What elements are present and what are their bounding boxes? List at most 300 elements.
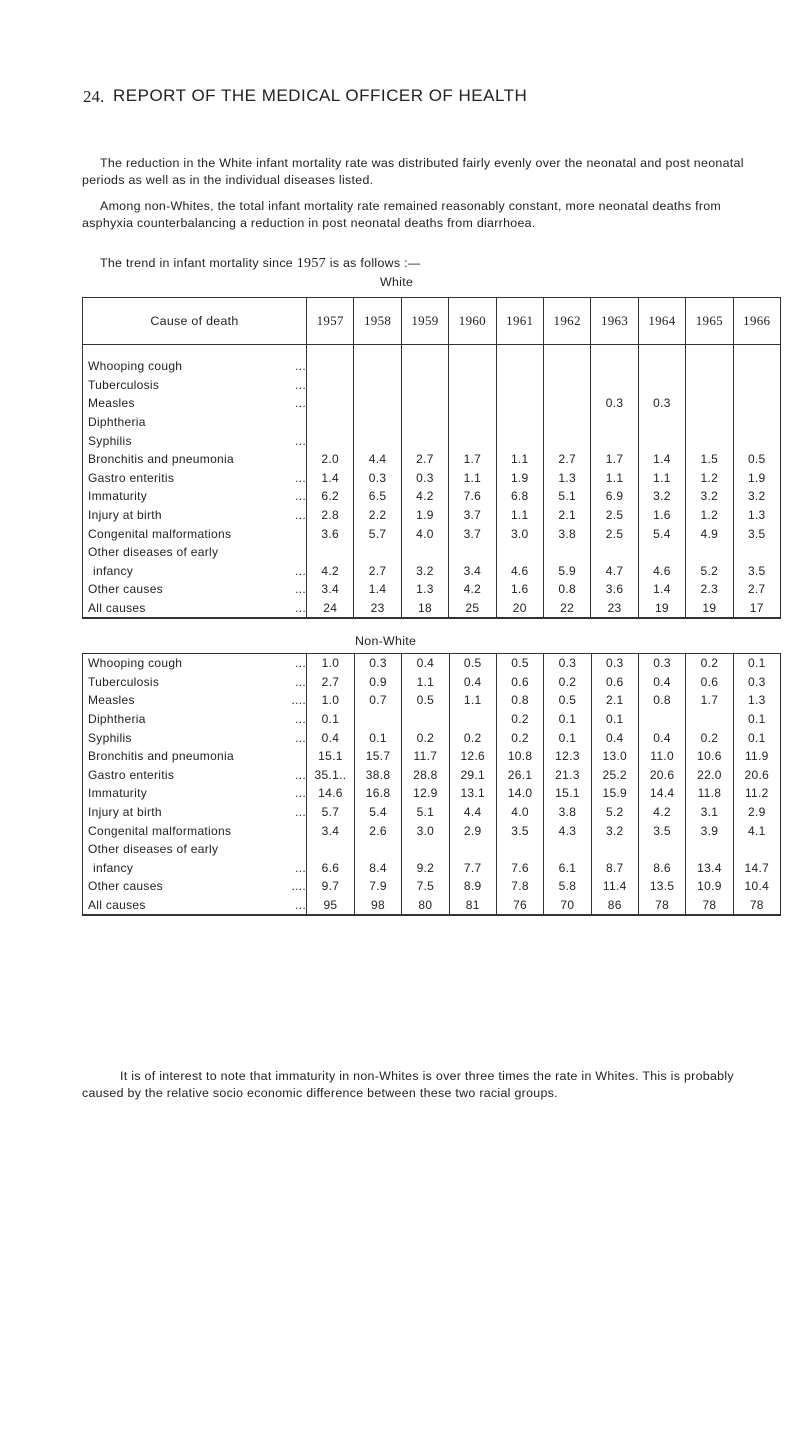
cause-label: Congenital malformations — [88, 823, 232, 838]
value-cell — [401, 376, 448, 395]
value-cell: 1.1 — [591, 469, 638, 488]
value-cell — [686, 710, 733, 729]
cause-label: Tuberculosis — [88, 377, 160, 392]
value-cell: 1.7 — [591, 450, 638, 469]
cause-cell — [83, 859, 307, 878]
value-cell — [401, 357, 448, 376]
value-cell: 0.3 — [638, 394, 685, 413]
value-cell: 0.4 — [591, 728, 638, 747]
value-cell: 6.6 — [307, 859, 355, 878]
value-cell: 0.2 — [449, 728, 496, 747]
cause-cell — [83, 728, 307, 747]
year-header-1958: 1958 — [354, 298, 401, 345]
value-cell — [733, 394, 780, 413]
value-cell: 4.6 — [496, 562, 543, 581]
cause-cell — [83, 599, 307, 619]
value-cell — [496, 376, 543, 395]
table-row — [83, 896, 781, 916]
cause-cell — [83, 469, 307, 488]
value-cell: 13.0 — [591, 747, 638, 766]
value-cell — [401, 431, 448, 450]
value-cell: 2.7 — [401, 450, 448, 469]
value-cell — [638, 431, 685, 450]
value-cell: 25 — [449, 599, 496, 619]
value-cell: 0.4 — [638, 728, 685, 747]
value-cell: 0.5 — [402, 691, 449, 710]
value-cell — [496, 413, 543, 432]
white-mortality-table — [82, 297, 781, 619]
white-header-row — [83, 298, 781, 345]
value-cell: 15.1 — [544, 784, 591, 803]
value-cell: 3.9 — [686, 821, 733, 840]
value-cell: 0.1 — [733, 710, 780, 729]
leader-dots: ... — [295, 396, 306, 411]
cause-label: Other causes — [88, 582, 163, 597]
value-cell — [543, 413, 590, 432]
value-cell: 5.2 — [686, 562, 733, 581]
value-cell — [402, 840, 449, 859]
value-cell: 1.9 — [733, 469, 780, 488]
value-cell: 7.5 — [402, 877, 449, 896]
value-cell: 3.6 — [591, 580, 638, 599]
value-cell — [638, 710, 685, 729]
value-cell: 0.3 — [354, 654, 401, 673]
value-cell: 5.7 — [354, 524, 401, 543]
value-cell: 4.4 — [354, 450, 401, 469]
table-row — [83, 599, 781, 619]
cause-label: Whooping cough — [88, 656, 183, 671]
value-cell: 14.7 — [733, 859, 780, 878]
value-cell: 0.3 — [354, 469, 401, 488]
value-cell — [496, 431, 543, 450]
value-cell: 5.9 — [543, 562, 590, 581]
value-cell — [449, 394, 496, 413]
leader-dots: .... — [291, 879, 306, 894]
value-cell — [591, 357, 638, 376]
value-cell: 86 — [591, 896, 638, 916]
value-cell: 3.5 — [496, 821, 543, 840]
table-row — [83, 543, 781, 562]
cause-label: Syphilis — [88, 433, 132, 448]
value-cell: 0.4 — [307, 728, 355, 747]
cause-label: Diphtheria — [88, 415, 146, 430]
value-cell: 0.8 — [496, 691, 543, 710]
white-table-caption: White — [380, 275, 414, 289]
value-cell — [496, 543, 543, 562]
cause-cell — [83, 710, 307, 729]
value-cell — [544, 840, 591, 859]
value-cell: 3.2 — [401, 562, 448, 581]
value-cell: 2.6 — [354, 821, 401, 840]
value-cell — [686, 357, 733, 376]
value-cell: 95 — [307, 896, 355, 916]
value-cell: 3.5 — [638, 821, 685, 840]
value-cell: 3.2 — [686, 487, 733, 506]
value-cell: 3.6 — [307, 524, 354, 543]
value-cell — [733, 543, 780, 562]
cause-cell — [83, 784, 307, 803]
value-cell: 20.6 — [733, 766, 780, 785]
value-cell: 8.4 — [354, 859, 401, 878]
value-cell: 2.0 — [307, 450, 354, 469]
cause-cell — [83, 562, 307, 581]
table-row — [83, 506, 781, 525]
cause-cell — [83, 840, 307, 859]
value-cell — [496, 394, 543, 413]
value-cell: 1.4 — [307, 469, 354, 488]
value-cell: 3.0 — [496, 524, 543, 543]
value-cell: 0.6 — [686, 673, 733, 692]
cause-label: Syphilis — [88, 730, 132, 745]
value-cell: 0.2 — [402, 728, 449, 747]
value-cell: 0.2 — [496, 710, 543, 729]
value-cell — [543, 357, 590, 376]
value-cell: 3.4 — [307, 821, 355, 840]
cause-cell — [83, 450, 307, 469]
value-cell: 0.3 — [544, 654, 591, 673]
value-cell: 3.7 — [449, 524, 496, 543]
leader-dots: ... — [295, 805, 306, 820]
value-cell — [591, 376, 638, 395]
value-cell: 11.7 — [402, 747, 449, 766]
value-cell: 2.3 — [686, 580, 733, 599]
cause-label: infancy — [93, 563, 134, 578]
value-cell — [401, 394, 448, 413]
value-cell: 5.7 — [307, 803, 355, 822]
value-cell — [307, 376, 354, 395]
value-cell: 28.8 — [402, 766, 449, 785]
value-cell: 0.2 — [686, 654, 733, 673]
value-cell — [733, 840, 780, 859]
table-row — [83, 673, 781, 692]
leader-dots: ... — [295, 786, 306, 801]
value-cell: 10.8 — [496, 747, 543, 766]
cause-label: Injury at birth — [88, 508, 162, 523]
value-cell — [591, 543, 638, 562]
cause-label: Congenital malformations — [88, 526, 232, 541]
value-cell: 0.3 — [591, 394, 638, 413]
value-cell — [686, 376, 733, 395]
year-header-1957: 1957 — [307, 298, 354, 345]
leader-dots: ... — [295, 730, 306, 745]
value-cell: 0.2 — [544, 673, 591, 692]
value-cell: 3.5 — [733, 562, 780, 581]
value-cell: 29.1 — [449, 766, 496, 785]
table-row — [83, 691, 781, 710]
value-cell: 24 — [307, 599, 354, 619]
value-cell: 78 — [686, 896, 733, 916]
value-cell: 5.2 — [591, 803, 638, 822]
value-cell: 7.8 — [496, 877, 543, 896]
value-cell: 9.7 — [307, 877, 355, 896]
cause-label: All causes — [88, 601, 146, 616]
value-cell: 1.5 — [686, 450, 733, 469]
value-cell: 6.2 — [307, 487, 354, 506]
cause-label: Other diseases of early — [88, 842, 219, 857]
cause-label: Bronchitis and pneumonia — [88, 749, 234, 764]
trend-text-before: The trend in infant mortality since — [100, 256, 297, 270]
value-cell — [449, 357, 496, 376]
value-cell: 4.1 — [733, 821, 780, 840]
value-cell: 22.0 — [686, 766, 733, 785]
value-cell: 14.4 — [638, 784, 685, 803]
table-row — [83, 376, 781, 395]
value-cell: 15.7 — [354, 747, 401, 766]
value-cell: 1.1 — [449, 469, 496, 488]
value-cell: 2.9 — [733, 803, 780, 822]
cause-cell — [83, 821, 307, 840]
value-cell — [638, 840, 685, 859]
value-cell: 2.1 — [591, 691, 638, 710]
value-cell: 1.1 — [449, 691, 496, 710]
value-cell — [638, 543, 685, 562]
value-cell — [686, 431, 733, 450]
value-cell: 3.5 — [733, 524, 780, 543]
leader-dots: ... — [295, 563, 306, 578]
value-cell — [307, 394, 354, 413]
cause-label: Other diseases of early — [88, 545, 219, 560]
value-cell: 3.4 — [307, 580, 354, 599]
value-cell: 5.4 — [638, 524, 685, 543]
table-row — [83, 877, 781, 896]
value-cell: 22 — [543, 599, 590, 619]
value-cell: 6.1 — [544, 859, 591, 878]
page-title: REPORT OF THE MEDICAL OFFICER OF HEALTH — [113, 86, 528, 105]
value-cell: 1.3 — [401, 580, 448, 599]
value-cell: 12.6 — [449, 747, 496, 766]
cause-label: Measles — [88, 693, 135, 708]
value-cell: 0.4 — [402, 654, 449, 673]
value-cell — [496, 840, 543, 859]
cause-label: Immaturity — [88, 489, 148, 504]
value-cell: 2.1 — [543, 506, 590, 525]
value-cell: 35.1.. — [307, 766, 355, 785]
table-row — [83, 784, 781, 803]
cause-label: Other causes — [88, 879, 163, 894]
cause-cell — [83, 431, 307, 450]
cause-cell — [83, 580, 307, 599]
value-cell: 4.2 — [638, 803, 685, 822]
value-cell: 1.1 — [496, 506, 543, 525]
value-cell: 1.0 — [307, 654, 355, 673]
value-cell: 7.9 — [354, 877, 401, 896]
year-header-1959: 1959 — [401, 298, 448, 345]
value-cell: 2.2 — [354, 506, 401, 525]
value-cell — [401, 413, 448, 432]
cause-cell — [83, 413, 307, 432]
year-header-1961: 1961 — [496, 298, 543, 345]
value-cell: 0.3 — [591, 654, 638, 673]
value-cell: 2.7 — [354, 562, 401, 581]
value-cell — [307, 431, 354, 450]
cause-cell — [83, 506, 307, 525]
year-header-1963: 1963 — [591, 298, 638, 345]
value-cell: 4.2 — [307, 562, 354, 581]
year-header-1966: 1966 — [733, 298, 780, 345]
value-cell: 1.2 — [686, 506, 733, 525]
cause-cell — [83, 877, 307, 896]
value-cell: 3.1 — [686, 803, 733, 822]
value-cell: 1.7 — [449, 450, 496, 469]
value-cell: 10.6 — [686, 747, 733, 766]
year-header-1965: 1965 — [686, 298, 733, 345]
value-cell: 4.0 — [496, 803, 543, 822]
value-cell: 20.6 — [638, 766, 685, 785]
cause-cell — [83, 487, 307, 506]
cause-cell — [83, 896, 307, 916]
paragraph-conclusion: It is of interest to note that immaturity in non-Whites is over three times the rate in Whites. This is probably caused by the relative socio economic difference between these two racial groups. — [82, 1069, 734, 1100]
value-cell: 11.8 — [686, 784, 733, 803]
value-cell — [686, 543, 733, 562]
cause-cell — [83, 803, 307, 822]
table-row — [83, 431, 781, 450]
value-cell — [354, 413, 401, 432]
value-cell: 0.5 — [733, 450, 780, 469]
cause-label: Gastro enteritis — [88, 767, 175, 782]
value-cell: 0.3 — [733, 673, 780, 692]
value-cell: 0.5 — [449, 654, 496, 673]
value-cell: 23 — [591, 599, 638, 619]
leader-dots: ... — [295, 377, 306, 392]
value-cell — [307, 543, 354, 562]
leader-dots: .... — [291, 693, 306, 708]
leader-dots: ... — [295, 470, 306, 485]
value-cell: 1.3 — [543, 469, 590, 488]
value-cell — [354, 431, 401, 450]
value-cell — [449, 431, 496, 450]
cause-label: Tuberculosis — [88, 674, 160, 689]
value-cell: 0.6 — [591, 673, 638, 692]
value-cell: 0.1 — [307, 710, 355, 729]
paragraph-non-whites: Among non-Whites, the total infant mortality rate remained reasonably constant, more neonatal deaths from asphyxia counterbalancing a reduction in post neonatal deaths from diarrhoea. — [82, 199, 722, 230]
value-cell — [402, 710, 449, 729]
value-cell: 70 — [544, 896, 591, 916]
value-cell: 4.6 — [638, 562, 685, 581]
value-cell: 3.2 — [591, 821, 638, 840]
table-row — [83, 487, 781, 506]
value-cell: 6.9 — [591, 487, 638, 506]
value-cell — [591, 413, 638, 432]
leader-dots: ... — [295, 582, 306, 597]
table-row — [83, 654, 781, 673]
value-cell: 20 — [496, 599, 543, 619]
value-cell: 0.2 — [496, 728, 543, 747]
value-cell: 11.2 — [733, 784, 780, 803]
value-cell: 0.5 — [544, 691, 591, 710]
value-cell: 13.4 — [686, 859, 733, 878]
cause-label: All causes — [88, 898, 146, 913]
value-cell: 10.9 — [686, 877, 733, 896]
value-cell: 15.9 — [591, 784, 638, 803]
value-cell: 0.1 — [354, 728, 401, 747]
leader-dots: ... — [295, 712, 306, 727]
paragraph-reduction: The reduction in the White infant mortality rate was distributed fairly evenly over the neonatal and post neonatal periods as well as in the individual diseases listed. — [82, 156, 744, 187]
value-cell: 2.5 — [591, 524, 638, 543]
value-cell: 15.1 — [307, 747, 355, 766]
value-cell: 5.8 — [544, 877, 591, 896]
value-cell: 13.5 — [638, 877, 685, 896]
value-cell — [686, 840, 733, 859]
table-row — [83, 469, 781, 488]
value-cell: 3.8 — [544, 803, 591, 822]
value-cell — [733, 357, 780, 376]
value-cell: 1.4 — [354, 580, 401, 599]
value-cell: 0.8 — [543, 580, 590, 599]
cause-label: Diphtheria — [88, 712, 146, 727]
value-cell: 4.2 — [401, 487, 448, 506]
value-cell: 5.1 — [543, 487, 590, 506]
value-cell — [354, 710, 401, 729]
cause-label: infancy — [93, 860, 134, 875]
table-row — [83, 710, 781, 729]
value-cell: 19 — [638, 599, 685, 619]
table-row — [83, 859, 781, 878]
value-cell: 6.5 — [354, 487, 401, 506]
value-cell — [307, 357, 354, 376]
value-cell: 76 — [496, 896, 543, 916]
value-cell: 25.2 — [591, 766, 638, 785]
value-cell: 3.2 — [638, 487, 685, 506]
value-cell: 10.4 — [733, 877, 780, 896]
value-cell: 0.3 — [401, 469, 448, 488]
value-cell: 80 — [402, 896, 449, 916]
value-cell: 8.9 — [449, 877, 496, 896]
value-cell: 0.1 — [544, 710, 591, 729]
value-cell: 4.9 — [686, 524, 733, 543]
value-cell: 1.9 — [401, 506, 448, 525]
value-cell — [733, 413, 780, 432]
cause-cell — [83, 691, 307, 710]
value-cell: 4.3 — [544, 821, 591, 840]
value-cell: 1.1 — [496, 450, 543, 469]
cause-cell — [83, 357, 307, 376]
value-cell — [733, 431, 780, 450]
value-cell: 8.7 — [591, 859, 638, 878]
value-cell: 11.0 — [638, 747, 685, 766]
value-cell: 0.9 — [354, 673, 401, 692]
cause-label: Gastro enteritis — [88, 470, 175, 485]
value-cell: 0.8 — [638, 691, 685, 710]
cause-column-header: Cause of death — [83, 298, 307, 345]
cause-cell — [83, 747, 307, 766]
trend-text-after: is as follows :— — [325, 256, 421, 270]
value-cell: 2.8 — [307, 506, 354, 525]
value-cell — [638, 413, 685, 432]
value-cell: 2.9 — [449, 821, 496, 840]
value-cell — [591, 431, 638, 450]
value-cell — [543, 431, 590, 450]
table-row — [83, 394, 781, 413]
value-cell: 4.0 — [401, 524, 448, 543]
value-cell: 0.4 — [638, 673, 685, 692]
value-cell: 1.9 — [496, 469, 543, 488]
nonwhite-mortality-table — [82, 653, 781, 916]
table-row — [83, 840, 781, 859]
table-row — [83, 524, 781, 543]
value-cell: 12.3 — [544, 747, 591, 766]
value-cell — [449, 710, 496, 729]
value-cell: 1.4 — [638, 580, 685, 599]
value-cell: 38.8 — [354, 766, 401, 785]
value-cell — [354, 543, 401, 562]
table-row — [83, 413, 781, 432]
leader-dots: ... — [295, 359, 306, 374]
value-cell: 11.4 — [591, 877, 638, 896]
value-cell: 17 — [733, 599, 780, 619]
value-cell — [354, 376, 401, 395]
paragraph-trend — [82, 255, 772, 272]
cause-cell — [83, 524, 307, 543]
